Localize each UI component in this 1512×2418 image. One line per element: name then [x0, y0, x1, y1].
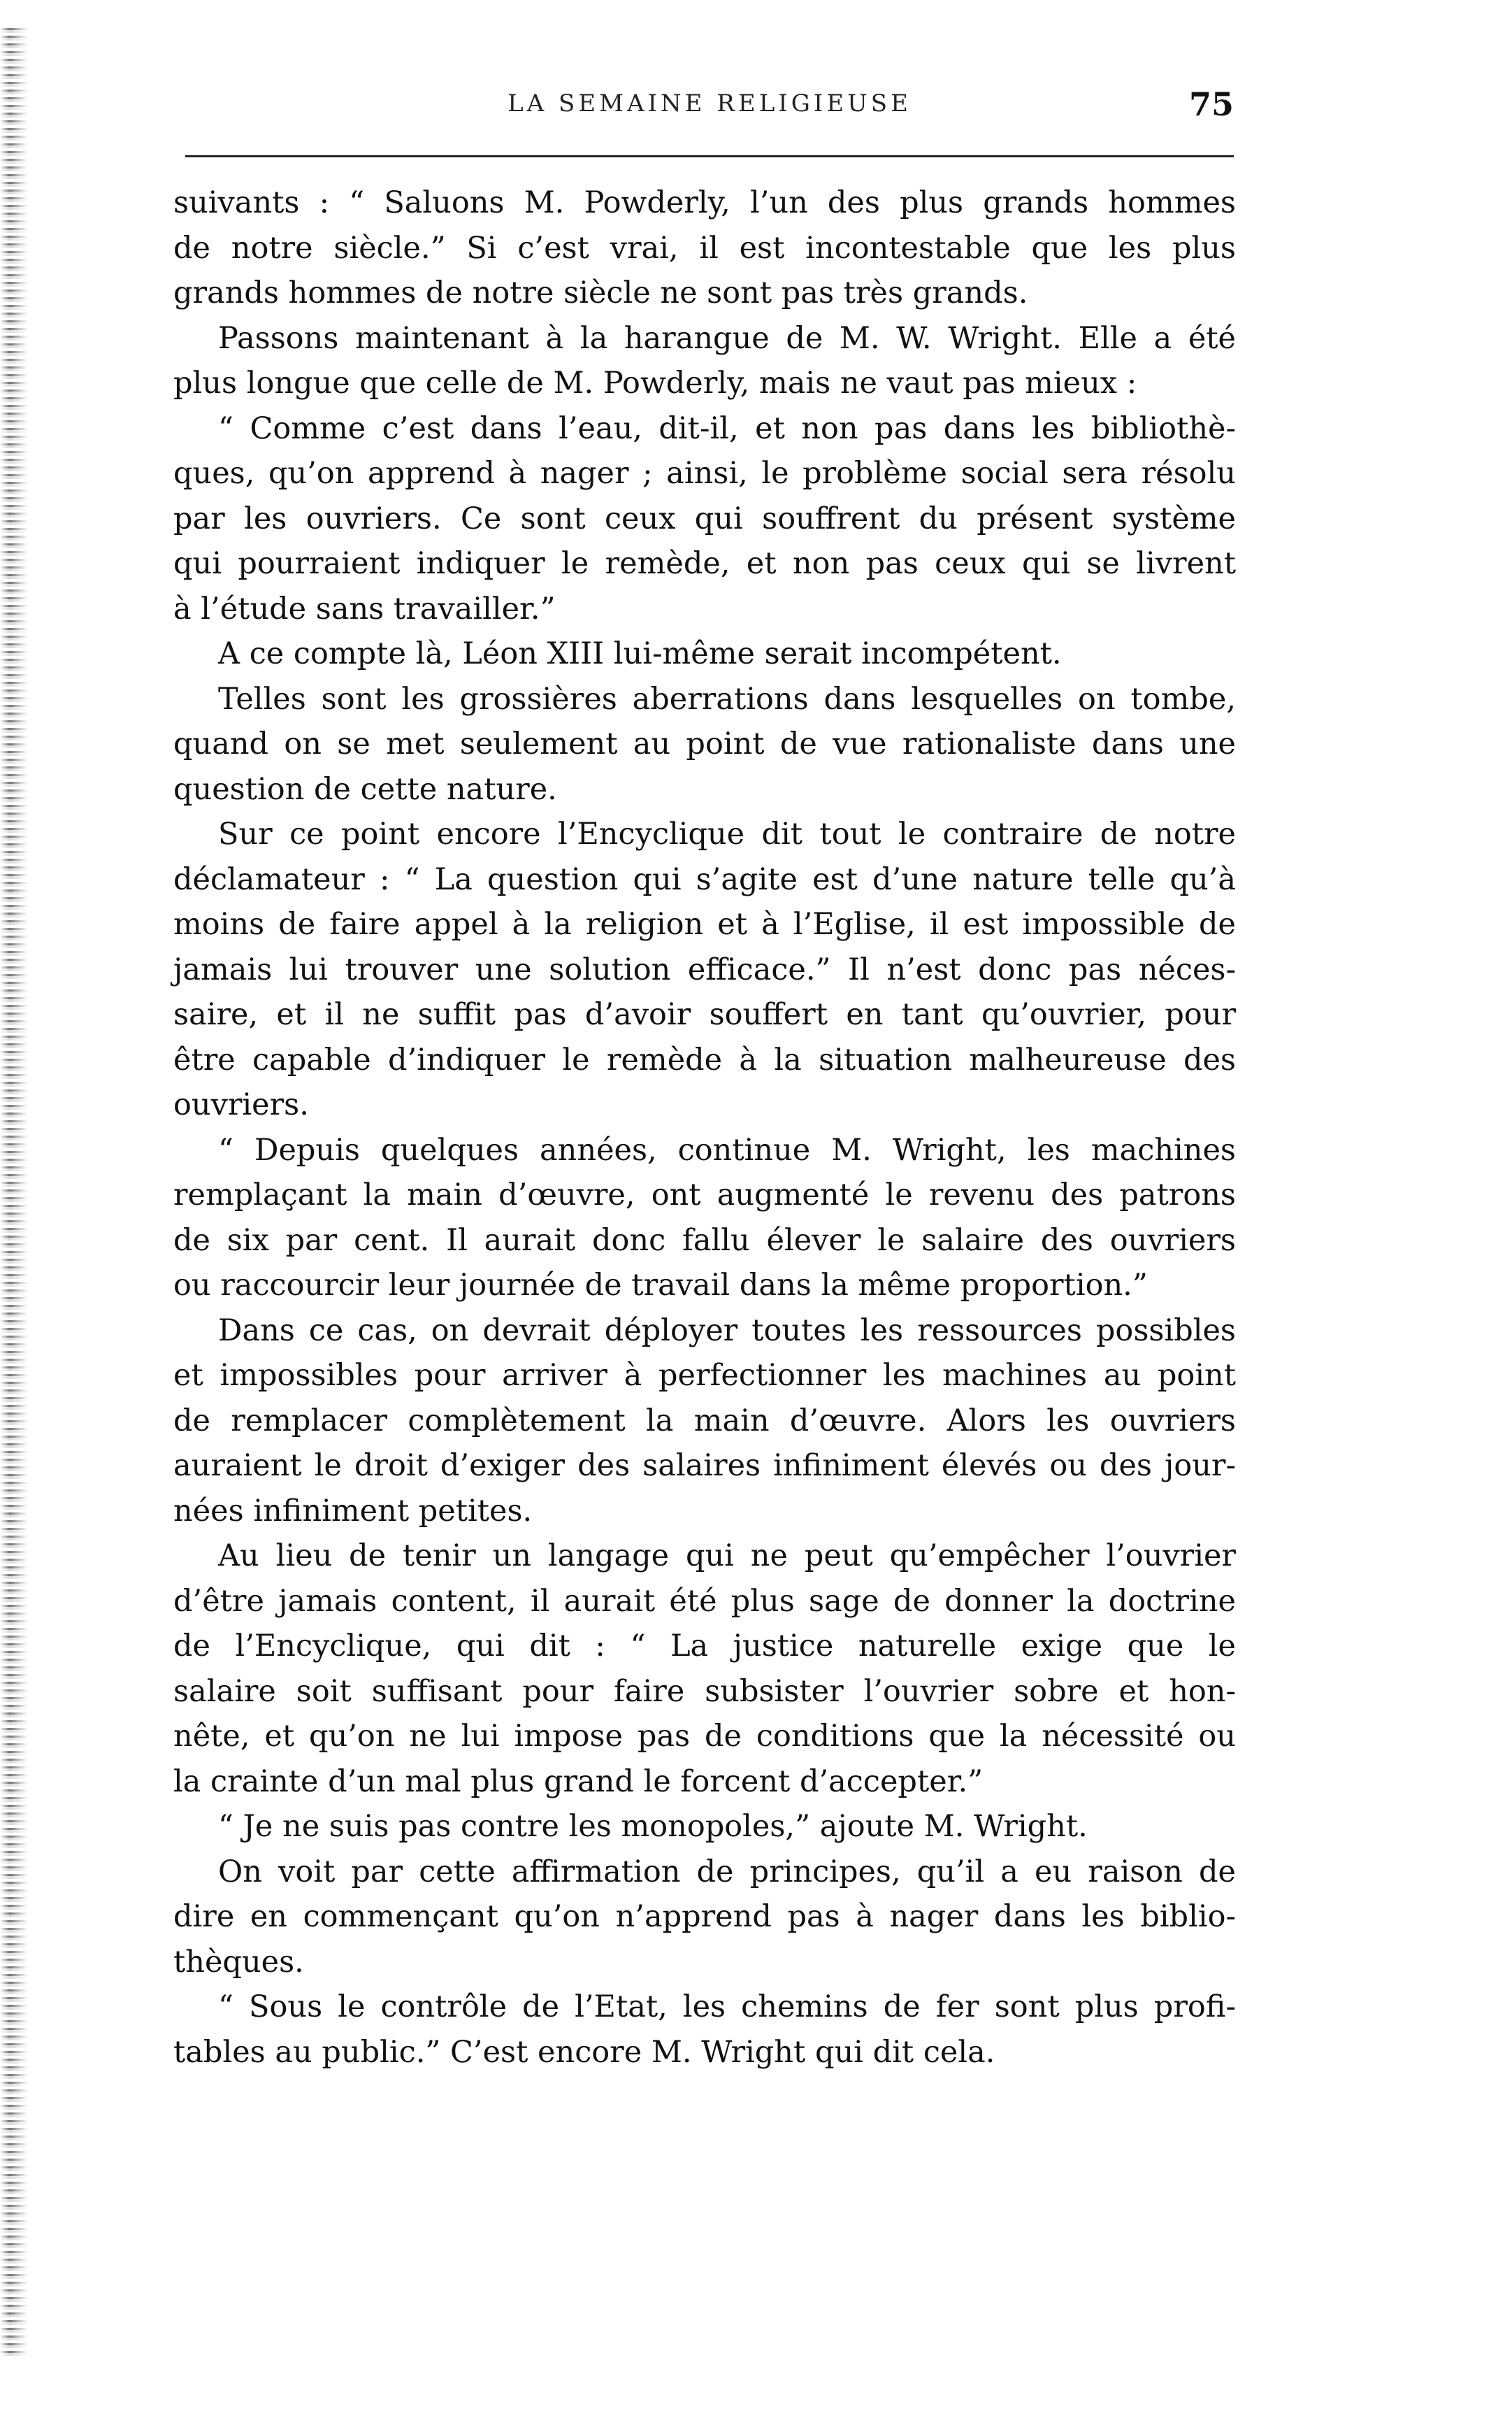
- text-line: qui pourraient indiquer le remède, et non pas ceux qui se livrent: [173, 546, 1236, 581]
- text-line: nées infiniment petites.: [173, 1493, 533, 1529]
- text-line: ques, qu’on apprend à nager ; ainsi, le problème social sera résolu: [173, 456, 1236, 491]
- text-line: Telles sont les grossières aberrations dans lesquelles on tombe,: [218, 681, 1236, 717]
- paragraph: [173, 812, 1236, 1128]
- page-number: 75: [1188, 85, 1234, 123]
- text-line: par les ouvriers. Ce sont ceux qui souffrent du présent système: [173, 501, 1236, 536]
- text-line: “ Depuis quelques années, continue M. Wright, les machines: [218, 1132, 1236, 1168]
- text-line: dire en commençant qu’on n’apprend pas à nager dans les biblio-: [173, 1899, 1236, 1934]
- text-line: On voit par cette affirmation de principes, qu’il a eu raison de: [218, 1854, 1236, 1889]
- text-line: question de cette nature.: [173, 771, 557, 807]
- text-line: “ Comme c’est dans l’eau, dit-il, et non pas dans les bibliothè-: [218, 410, 1236, 446]
- text-line: ouvriers.: [173, 1087, 309, 1122]
- text-line: de six par cent. Il aurait donc fallu élever le salaire des ouvriers: [173, 1222, 1236, 1258]
- text-line: la crainte d’un mal plus grand le forcent d’accepter.”: [173, 1764, 984, 1799]
- paragraph: [173, 677, 1236, 813]
- text-line: d’être jamais content, il aurait été plus sage de donner la doctrine: [173, 1583, 1236, 1619]
- text-line: de l’Encyclique, qui dit : “ La justice naturelle exige que le: [173, 1629, 1236, 1664]
- text-line: nête, et qu’on ne lui impose pas de conditions que la nécessité ou: [173, 1719, 1236, 1754]
- paragraph: [173, 1308, 1236, 1534]
- paragraph: [173, 1984, 1236, 2075]
- text-line: jamais lui trouver une solution efficace.” Il n’est donc pas néces-: [173, 952, 1236, 987]
- paragraph: [173, 406, 1236, 632]
- text-line: ou raccourcir leur journée de travail dans la même proportion.”: [173, 1268, 1148, 1303]
- text-line: déclamateur : “ La question qui s’agite est d’une nature telle qu’à: [173, 861, 1236, 897]
- text-line: Sur ce point encore l’Encyclique dit tout le contraire de notre: [218, 817, 1236, 852]
- text-line: Dans ce cas, on devrait déployer toutes les ressources possibles: [218, 1312, 1236, 1348]
- paragraph: [173, 180, 1236, 316]
- text-line: auraient le droit d’exiger des salaires infiniment élevés ou des jour-: [173, 1448, 1236, 1483]
- text-line: “ Sous le contrôle de l’Etat, les chemins de fer sont plus profi-: [218, 1989, 1236, 2024]
- text-line: et impossibles pour arriver à perfectionner les machines au point: [173, 1358, 1236, 1393]
- text-line: Au lieu de tenir un langage qui ne peut qu’empêcher l’ouvrier: [218, 1538, 1236, 1573]
- paragraph: [173, 1533, 1236, 1804]
- text-line: A ce compte là, Léon XIII lui-même serait incompétent.: [218, 636, 1062, 671]
- text-line: Passons maintenant à la harangue de M. W. Wright. Elle a été: [218, 320, 1236, 356]
- text-line: remplaçant la main d’œuvre, ont augmenté le revenu des patrons: [173, 1178, 1236, 1212]
- text-line: tables au public.” C’est encore M. Wright qui dit cela.: [173, 2034, 995, 2070]
- text-line: être capable d’indiquer le remède à la situation malheureuse des: [173, 1042, 1236, 1078]
- text-line: thèques.: [173, 1944, 304, 1980]
- paragraph: [173, 1128, 1236, 1308]
- text-line: à l’étude sans travailler.”: [173, 591, 556, 627]
- text-line: quand on se met seulement au point de vue rationaliste dans une: [173, 727, 1236, 761]
- text-line: moins de faire appel à la religion et à l’Eglise, il est impossible de: [173, 907, 1236, 942]
- paragraph: [173, 1804, 1236, 1850]
- paragraph: [173, 1850, 1236, 1985]
- paragraph: [173, 316, 1236, 406]
- body-text: [173, 180, 1236, 2075]
- text-line: saire, et il ne suffit pas d’avoir souffert en tant qu’ouvrier, pour: [173, 997, 1236, 1032]
- text-line: de notre siècle.” Si c’est vrai, il est incontestable que les plus: [173, 230, 1236, 266]
- text-line: grands hommes de notre siècle ne sont pas très grands.: [173, 276, 1028, 310]
- paragraph: [173, 631, 1236, 677]
- text-line: suivants : “ Saluons M. Powderly, l’un des plus grands hommes: [173, 185, 1236, 220]
- text-line: plus longue que celle de M. Powderly, mais ne vaut pas mieux :: [173, 366, 1137, 401]
- text-line: “ Je ne suis pas contre les monopoles,” ajoute M. Wright.: [218, 1809, 1088, 1844]
- scan-binding-edge: [0, 28, 28, 2356]
- text-line: salaire soit suffisant pour faire subsister l’ouvrier sobre et hon-: [173, 1673, 1236, 1709]
- header-rule: [185, 155, 1234, 157]
- page-header: [185, 85, 1234, 138]
- text-line: de remplacer complètement la main d’œuvre. Alors les ouvriers: [173, 1403, 1236, 1438]
- running-title: LA SEMAINE RELIGIEUSE: [507, 90, 912, 117]
